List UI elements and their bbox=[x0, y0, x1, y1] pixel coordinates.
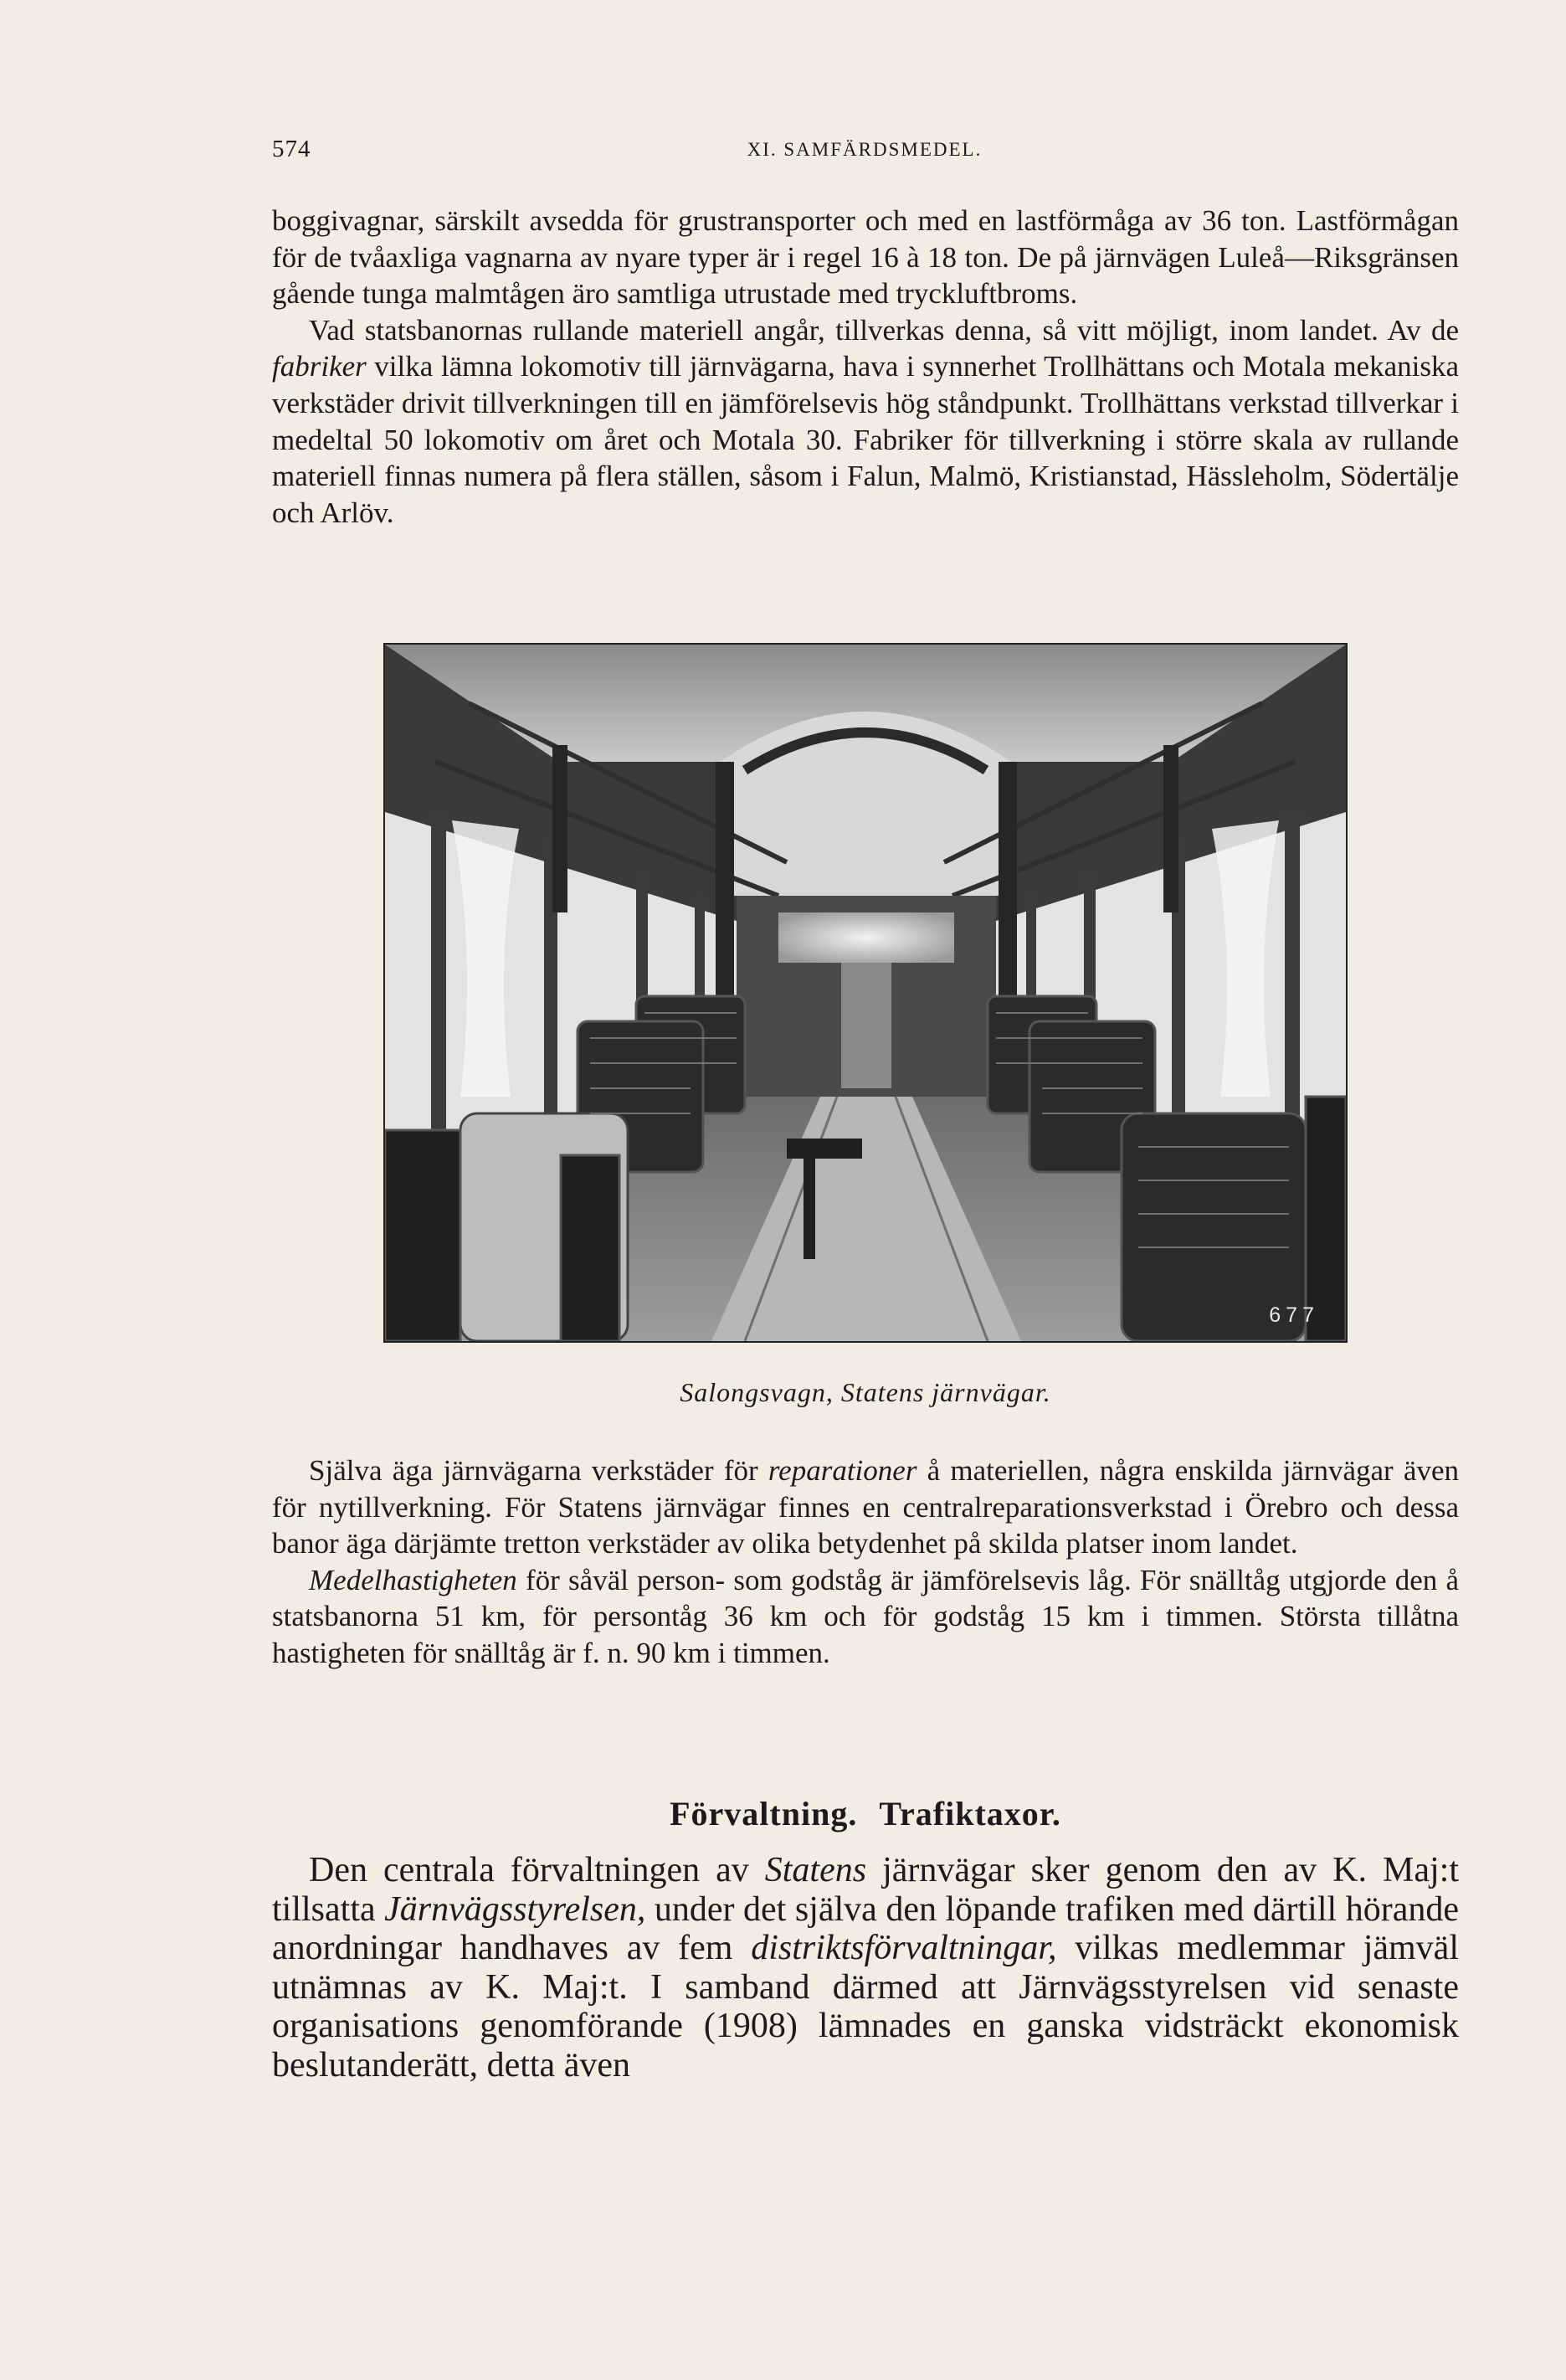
paragraph bbox=[272, 1851, 1459, 2084]
paragraph bbox=[272, 203, 1459, 312]
text-run: Själva äga järnvägarna verkstäder för bbox=[309, 1454, 768, 1487]
text-run: vilka lämna lokomotiv till järnvägarna, hava i synnerhet Trollhättans och Motala mekaniska verkstäder drivit tillverkningen till en jämförelsevis hög ståndpunkt. Trollhättans verkstad tillverkar i medeltal 50 lokomotiv om året och Motala 30. Fabriker för tillverkning i större skala av rullande materiell finnas numera på flera ställen, såsom i Falun, Malmö, Kristianstad, Hässleholm, Södertälje och Arlöv. bbox=[272, 350, 1459, 529]
paragraph bbox=[272, 1452, 1459, 1562]
body-text-bottom bbox=[272, 1851, 1459, 2084]
emphasized-text: Statens bbox=[764, 1851, 867, 1889]
text-run: under det själva den löpande trafiken med därtill hörande anordningar handhaves av fem bbox=[272, 1889, 1459, 1967]
text-run: för såväl person- som godståg är jämförelsevis låg. För snälltåg utgjorde den å statsbanorna 51 km, för persontåg 36 km och för godståg 15 km i timmen. Största tillåtna hastigheten för snälltåg är f. n. 90 km i timmen. bbox=[272, 1563, 1459, 1669]
text-run: å materiellen, några enskilda järnvägar även för nytillverkning. För Statens järnvägar finnes en centralreparationsverkstad i Örebro och dessa banor äga därjämte tretton verkstäder av olika betydenhet på skilda platser inom landet. bbox=[272, 1454, 1459, 1560]
body-text-middle bbox=[272, 1452, 1459, 1672]
emphasized-text: distriktsförvaltningar, bbox=[751, 1929, 1057, 1967]
paragraph bbox=[272, 312, 1459, 532]
figure-caption: Salongsvagn, Statens järnvägar. bbox=[680, 1377, 1051, 1407]
page-number: 574 bbox=[272, 136, 311, 162]
section-heading-part1: Förvaltning. bbox=[670, 1795, 858, 1833]
chapter-heading: XI. SAMFÄRDSMEDEL. bbox=[747, 139, 983, 160]
emphasized-text: Järnvägsstyrelsen, bbox=[384, 1889, 646, 1929]
text-run: järnvägar sker genom den av K. Maj:t tillsatta bbox=[272, 1851, 1459, 1929]
section-heading bbox=[272, 1794, 1459, 1833]
text-run: vilkas medlemmar jämväl utnämnas av K. Maj:t. I samband därmed att Järnvägsstyrelsen vid senaste organisations genomförande (1908) lämnades en ganska vidsträckt ekonomisk beslutanderätt, detta även bbox=[272, 1929, 1459, 2084]
running-head bbox=[272, 136, 1457, 172]
text-run: boggivagnar, särskilt avsedda för grustransporter och med en lastförmåga av 36 ton. Lastförmågan för de tvåaxliga vagnarna av nyare typer är i regel 16 à 18 ton. De på järnvägen Luleå—Riksgränsen gående tunga malmtågen äro samtliga utrustade med tryckluftbroms. bbox=[272, 204, 1459, 311]
section-heading-part2: Trafiktaxor. bbox=[879, 1795, 1061, 1833]
body-text-top bbox=[272, 203, 1459, 531]
emphasized-text: reparationer bbox=[768, 1454, 917, 1487]
emphasized-text: Medelhastigheten bbox=[309, 1563, 517, 1596]
salon-car-photo bbox=[385, 645, 1346, 1341]
plate-number: 677 bbox=[1269, 1303, 1319, 1327]
text-run: Vad statsbanornas rullande materiell angår, tillverkas denna, så vitt möjligt, inom landet. Av de bbox=[309, 313, 1459, 347]
paragraph bbox=[272, 1562, 1459, 1672]
figure-photo-salon-car bbox=[385, 645, 1346, 1341]
emphasized-text: fabriker bbox=[272, 350, 367, 383]
text-run: Den centrala förvaltningen av bbox=[309, 1851, 765, 1889]
